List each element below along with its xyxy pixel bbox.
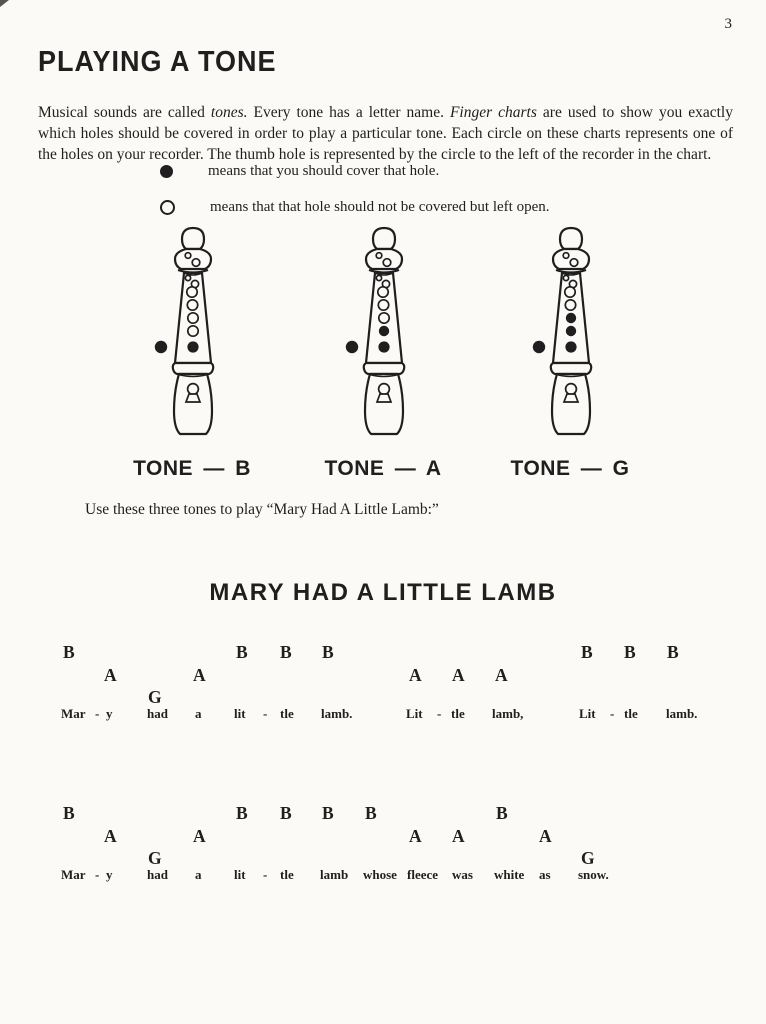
- finger-hole-3: [188, 313, 198, 323]
- legend-row-open: [160, 199, 550, 216]
- intro-text: Musical sounds are called: [38, 103, 211, 121]
- intro-italic-term: tones.: [210, 103, 248, 121]
- note-letter: A: [104, 826, 117, 846]
- lyric-syllable: -: [95, 706, 100, 721]
- song-system-1: [0, 644, 766, 734]
- scan-corner-artifact: [0, 0, 9, 7]
- lyric-syllable: was: [452, 867, 473, 882]
- lyric-syllable: -: [95, 867, 100, 882]
- lyric-syllable: Lit: [579, 706, 596, 721]
- finger-charts-section: [0, 226, 766, 496]
- window-slot: [377, 394, 391, 402]
- note-letter: B: [667, 642, 679, 662]
- finger-hole-1: [187, 287, 197, 297]
- song-title: MARY HAD A LITTLE LAMB: [209, 579, 557, 606]
- recorder-label: TONE — B: [133, 457, 251, 480]
- open-hole-icon: [160, 200, 175, 215]
- lyric-syllable: -: [263, 706, 268, 721]
- note-letter: B: [624, 642, 636, 662]
- lyric-syllable: as: [539, 867, 551, 882]
- lyric-syllable: had: [147, 867, 168, 882]
- intro-italic-term: Finger charts: [449, 103, 537, 121]
- finger-hole-5: [187, 341, 198, 352]
- thumb-hole-dot: [346, 341, 358, 353]
- recorder-figure-tone-b: [127, 226, 257, 481]
- head-small-hole: [185, 253, 191, 259]
- instruction-text: Use these three tones to play “Mary Had A Little Lamb:”: [85, 501, 439, 518]
- note-letter: B: [63, 642, 75, 662]
- page-title: PLAYING A TONE: [38, 46, 277, 78]
- finger-hole-5: [565, 341, 576, 352]
- note-letter: B: [236, 803, 248, 823]
- body-small-hole: [563, 275, 568, 280]
- lyric-syllable: Lit: [406, 706, 423, 721]
- note-letter: B: [581, 642, 593, 662]
- finger-hole-3: [379, 313, 389, 323]
- lyric-syllable: tle: [280, 867, 294, 882]
- finger-hole-2: [378, 300, 388, 310]
- lyric-syllable: -: [610, 706, 615, 721]
- lyric-syllable: a: [195, 867, 202, 882]
- lyric-syllable: white: [494, 867, 525, 882]
- recorder-figure-tone-g: [505, 226, 635, 481]
- note-letter: A: [193, 665, 206, 685]
- note-letter: A: [539, 826, 552, 846]
- intro-paragraph: [38, 102, 733, 165]
- recorder-bell-top: [182, 228, 204, 249]
- lyric-syllable: lamb: [320, 867, 349, 882]
- lyric-syllable: tle: [451, 706, 465, 721]
- head-small-hole: [570, 259, 578, 267]
- note-letter: B: [63, 803, 75, 823]
- note-letter: B: [322, 642, 334, 662]
- head-small-hole: [376, 253, 382, 259]
- recorder-finger-chart: [127, 226, 257, 442]
- note-letter: B: [322, 803, 334, 823]
- note-letter: A: [452, 826, 465, 846]
- recorder-label: TONE — A: [324, 457, 442, 480]
- window-hole: [379, 384, 390, 395]
- note-letter: B: [236, 642, 248, 662]
- note-letter: G: [581, 848, 595, 868]
- note-letter: G: [148, 687, 162, 707]
- thumb-hole-dot: [155, 341, 167, 353]
- recorder-bell-top: [373, 228, 395, 249]
- body-small-hole: [185, 275, 190, 280]
- body-small-hole: [376, 275, 381, 280]
- recorder-foot-collar: [173, 363, 214, 374]
- window-slot: [564, 394, 578, 402]
- lyric-syllable: lit: [234, 706, 246, 721]
- note-letter: G: [148, 848, 162, 868]
- finger-hole-1: [378, 287, 388, 297]
- finger-hole-4: [188, 326, 198, 336]
- note-letter: B: [365, 803, 377, 823]
- intro-text: are used to show you exactly which holes should be covered in order to play a particular tone. Each circle on these charts represents one of the holes on your recorder. The thumb hole is represented by the circle to the left of the recorder in the chart.: [38, 103, 733, 163]
- thumb-hole-dot: [533, 341, 545, 353]
- finger-hole-3: [566, 313, 576, 323]
- recorder-foot-collar: [551, 363, 592, 374]
- intro-text: Every tone has a letter name.: [247, 103, 450, 121]
- lyric-syllable: y: [106, 706, 113, 721]
- finger-hole-4: [566, 326, 576, 336]
- lyric-syllable: fleece: [407, 867, 439, 882]
- note-letter: B: [496, 803, 508, 823]
- note-letter: B: [280, 642, 292, 662]
- lyric-syllable: lamb.: [321, 706, 353, 721]
- lyric-syllable: had: [147, 706, 168, 721]
- window-hole: [566, 384, 577, 395]
- lyric-syllable: Mar: [61, 867, 86, 882]
- recorder-label: TONE — G: [510, 457, 630, 480]
- lyric-syllable: y: [106, 867, 113, 882]
- lyric-syllable: tle: [280, 706, 294, 721]
- note-letter: A: [495, 665, 508, 685]
- window-hole: [188, 384, 199, 395]
- finger-hole-1: [565, 287, 575, 297]
- note-letter: A: [193, 826, 206, 846]
- song-system-2: [0, 805, 766, 895]
- finger-hole-5: [378, 341, 389, 352]
- recorder-bell-top: [560, 228, 582, 249]
- window-slot: [186, 394, 200, 402]
- legend-row-covered: [160, 163, 439, 180]
- finger-hole-2: [565, 300, 575, 310]
- finger-hole-4: [379, 326, 389, 336]
- note-letter: A: [104, 665, 117, 685]
- lyric-syllable: lit: [234, 867, 246, 882]
- recorder-finger-chart: [505, 226, 635, 442]
- note-letter: B: [280, 803, 292, 823]
- legend-text: means that you should cover that hole.: [208, 163, 440, 179]
- head-small-hole: [383, 259, 391, 267]
- lyric-syllable: lamb.: [666, 706, 698, 721]
- lyric-syllable: -: [263, 867, 268, 882]
- lyric-syllable: tle: [624, 706, 638, 721]
- page-number: 3: [724, 16, 732, 32]
- head-small-hole: [192, 259, 200, 267]
- legend-text: means that that hole should not be covered but left open.: [210, 199, 550, 215]
- lyric-syllable: whose: [363, 867, 397, 882]
- head-small-hole: [563, 253, 569, 259]
- recorder-foot-collar: [364, 363, 405, 374]
- note-letter: A: [409, 826, 422, 846]
- recorder-finger-chart: [318, 226, 448, 442]
- finger-hole-2: [187, 300, 197, 310]
- note-letter: A: [409, 665, 422, 685]
- lyric-syllable: -: [437, 706, 442, 721]
- lyric-syllable: Mar: [61, 706, 86, 721]
- lyric-syllable: a: [195, 706, 202, 721]
- lyric-syllable: lamb,: [492, 706, 524, 721]
- lyric-syllable: snow.: [578, 867, 609, 882]
- note-letter: A: [452, 665, 465, 685]
- recorder-figure-tone-a: [318, 226, 448, 481]
- filled-hole-icon: [160, 165, 173, 178]
